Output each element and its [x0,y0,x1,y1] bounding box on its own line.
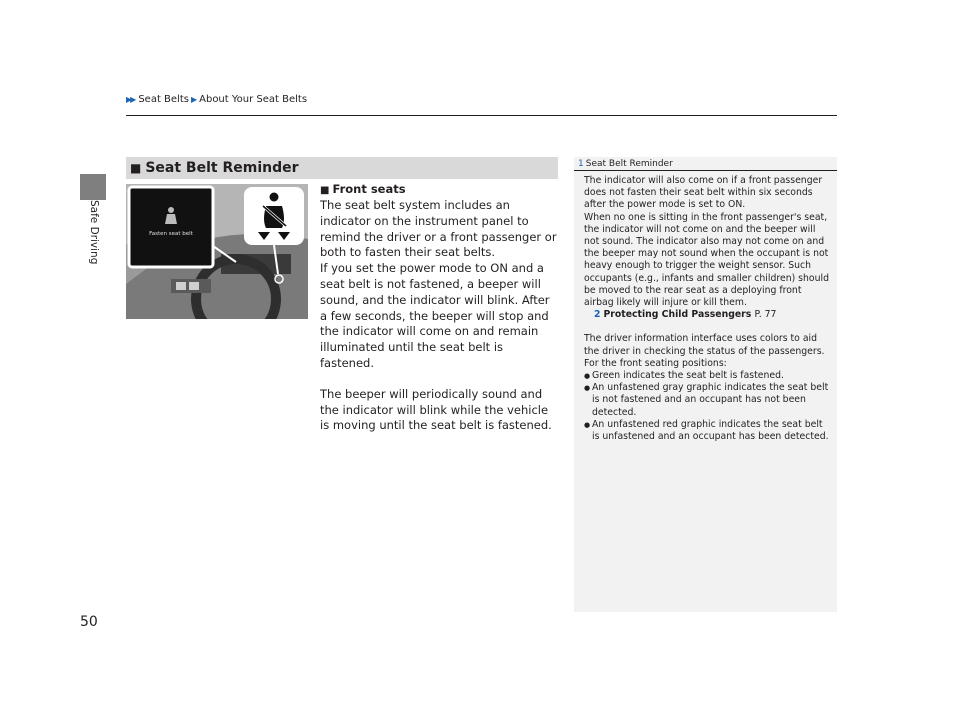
list-item: ● Green indicates the seat belt is fastened. [584,370,832,382]
notes-body [584,175,832,443]
breadcrumb [126,94,307,105]
subheading-front-seats: ■ Front seats [320,182,406,196]
header-divider [126,115,837,116]
breadcrumb-item-about[interactable]: About Your Seat Belts [199,94,308,105]
list-item: ● An unfastened gray graphic indicates the seat belt is not fastened and an occupant has not been detected. [584,382,832,419]
breadcrumb-arrow-icon: ▶▶ [126,95,135,104]
list-item: ● An unfastened red graphic indicates the seat belt is unfastened and an occupant has been detected. [584,419,832,443]
note-text: When no one is sitting in the front passenger's seat, the indicator will not come on and the beeper will not sound. The indicator also may not come on and the beeper may not sound when the occupant is not heavy enough to trigger the weight sensor. Such occupants (e.g., infants and smaller children) should be moved to the rear seat as a deploying front airbag likely will injure or kill them. [584,211,829,309]
paragraph: If you set the power mode to ON and a seat belt is not fastened, a beeper will sound, and the indicator will blink. After a few seconds, the beeper will stop and the indicator will come on and remain illuminated until the seat belt is fastened. [320,261,550,370]
reference-arrow-icon: 2 [594,309,601,321]
note-marker-icon: 1 [578,159,584,169]
note-text: The driver information interface uses colors to aid the driver in checking the status of the passengers. [584,333,825,357]
paragraph: The seat belt system includes an indicator on the instrument panel to remind the driver or a front passenger or both to fasten their seat belts. [320,198,557,260]
breadcrumb-arrow-icon: ▶ [190,95,198,104]
note-text: For the front seating positions: [584,357,727,369]
notes-panel [574,157,837,612]
screen-text: Fasten seat belt [149,231,193,237]
instrument-panel-illustration [126,184,308,319]
chapter-label: Safe Driving [88,200,100,265]
notes-title: 1 Seat Belt Reminder [578,159,673,169]
notes-divider [574,170,837,171]
square-bullet-icon: ■ [130,161,142,175]
cross-reference-link[interactable]: 2 Protecting Child Passengers P. 77 [594,309,777,321]
section-heading [126,157,558,179]
note-text: The indicator will also come on if a front passenger does not fasten their seat belt within six seconds after the power mode is set to ON. [584,175,823,211]
section-title: Seat Belt Reminder [145,160,299,176]
square-bullet-icon: ■ [320,185,330,196]
breadcrumb-item-seat-belts[interactable]: Seat Belts [138,94,189,105]
paragraph: The beeper will periodically sound and the indicator will blink while the vehicle is moving until the seat belt is fastened. [320,386,552,433]
page-number: 50 [80,614,98,630]
section-tab-marker [80,174,106,200]
status-color-list [584,370,832,443]
main-body [320,198,560,449]
